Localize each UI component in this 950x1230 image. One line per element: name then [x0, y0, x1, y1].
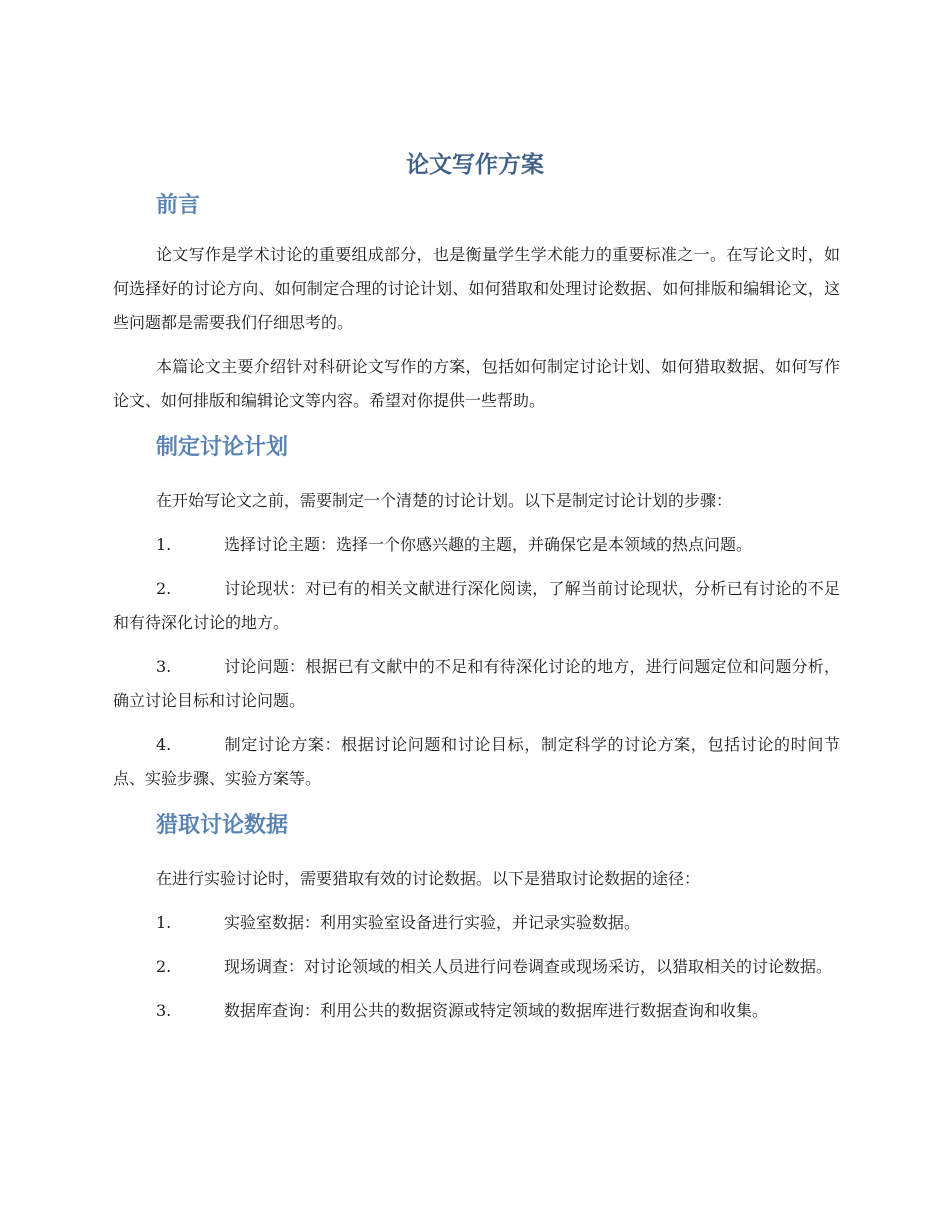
section-plan — [113, 430, 840, 796]
list-item — [113, 650, 840, 718]
section-preface — [113, 188, 840, 418]
section-heading: 制定讨论计划 — [156, 435, 289, 460]
list-text: 选择讨论主题：选择一个你感兴趣的主题，并确保它是本领域的热点问题。 — [224, 535, 753, 554]
list-item — [113, 528, 840, 562]
list-text: 数据库查询：利用公共的数据资源或特定领域的数据库进行数据查询和收集。 — [224, 1001, 769, 1020]
list-number: 2. — [156, 957, 172, 976]
section-heading: 前言 — [156, 193, 201, 218]
list-number: 3. — [156, 1001, 172, 1020]
list-text: 现场调查：对讨论领域的相关人员进行问卷调查或现场采访，以猎取相关的讨论数据。 — [224, 957, 833, 976]
document-body — [113, 188, 840, 1028]
list-item — [113, 906, 840, 940]
list-number: 3. — [156, 657, 172, 676]
paragraph: 本篇论文主要介绍针对科研论文写作的方案，包括如何制定讨论计划、如何猎取数据、如何写作论文、如何排版和编辑论文等内容。希望对你提供一些帮助。 — [113, 357, 840, 410]
list-text: 讨论问题：根据已有文献中的不足和有待深化讨论的地方，进行问题定位和问题分析，确立讨论目标和讨论问题。 — [113, 657, 840, 710]
list-number: 1. — [156, 913, 172, 932]
section-data — [113, 808, 840, 1028]
list-number: 1. — [156, 535, 172, 554]
list-item — [113, 728, 840, 796]
list-text: 制定讨论方案：根据讨论问题和讨论目标，制定科学的讨论方案，包括讨论的时间节点、实验步骤、实验方案等。 — [113, 735, 840, 788]
document-title: 论文写作方案 — [406, 152, 544, 178]
section-intro: 在开始写论文之前，需要制定一个清楚的讨论计划。以下是制定讨论计划的步骤： — [156, 491, 733, 510]
section-heading: 猎取讨论数据 — [156, 813, 289, 838]
list-number: 4. — [156, 735, 172, 754]
list-item — [113, 572, 840, 640]
list-text: 讨论现状：对已有的相关文献进行深化阅读，了解当前讨论现状，分析已有讨论的不足和有待深化讨论的地方。 — [113, 579, 840, 632]
list-number: 2. — [156, 579, 172, 598]
paragraph: 论文写作是学术讨论的重要组成部分，也是衡量学生学术能力的重要标准之一。在写论文时，如何选择好的讨论方向、如何制定合理的讨论计划、如何猎取和处理讨论数据、如何排版和编辑论文，这些问题都是需要我们仔细思考的。 — [113, 245, 840, 332]
list-item — [113, 994, 840, 1028]
list-text: 实验室数据：利用实验室设备进行实验，并记录实验数据。 — [224, 913, 641, 932]
list-item — [113, 950, 840, 984]
section-intro: 在进行实验讨论时，需要猎取有效的讨论数据。以下是猎取讨论数据的途径： — [156, 869, 701, 888]
